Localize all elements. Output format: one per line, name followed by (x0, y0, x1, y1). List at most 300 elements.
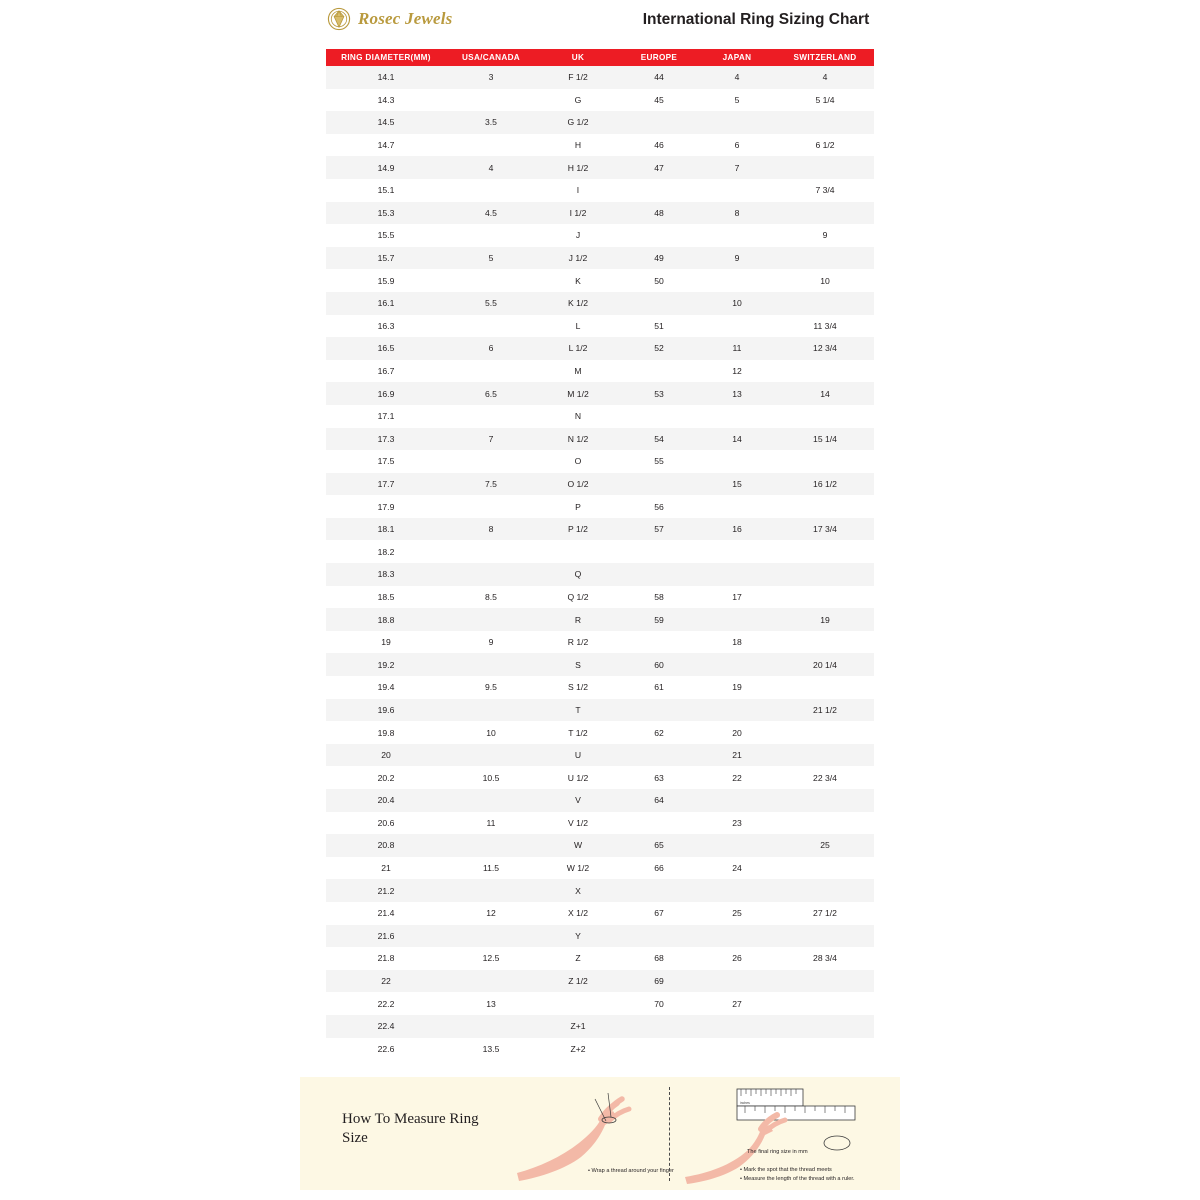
cell-usa-canada (446, 970, 536, 993)
cell-uk: T 1/2 (536, 721, 620, 744)
cell-uk: V 1/2 (536, 812, 620, 835)
cell-japan (698, 834, 776, 857)
column-header-switzerland: SWITZERLAND (776, 49, 874, 66)
cell-switzerland: 7 3/4 (776, 179, 874, 202)
cell-usa-canada: 7.5 (446, 473, 536, 496)
cell-uk: M (536, 360, 620, 383)
table-row (326, 518, 874, 541)
cell-diameter: 21.6 (326, 925, 446, 948)
table-row (326, 405, 874, 428)
cell-uk: S (536, 653, 620, 676)
table-row (326, 970, 874, 993)
rosec-gem-icon (326, 6, 352, 32)
cell-diameter: 14.3 (326, 89, 446, 112)
cell-japan (698, 495, 776, 518)
table-row (326, 450, 874, 473)
cell-usa-canada (446, 89, 536, 112)
table-row (326, 834, 874, 857)
cell-switzerland: 11 3/4 (776, 315, 874, 338)
cell-europe: 49 (620, 247, 698, 270)
cell-switzerland: 6 1/2 (776, 134, 874, 157)
cell-switzerland: 15 1/4 (776, 428, 874, 451)
cell-switzerland (776, 676, 874, 699)
cell-usa-canada: 13.5 (446, 1038, 536, 1061)
cell-usa-canada (446, 925, 536, 948)
svg-text:inches: inches (740, 1101, 750, 1105)
column-header-europe: EUROPE (620, 49, 698, 66)
cell-japan (698, 224, 776, 247)
cell-uk: W (536, 834, 620, 857)
table-row (326, 66, 874, 89)
cell-europe (620, 540, 698, 563)
table-row (326, 857, 874, 880)
cell-usa-canada (446, 134, 536, 157)
cell-diameter: 14.7 (326, 134, 446, 157)
cell-switzerland: 19 (776, 608, 874, 631)
cell-usa-canada (446, 450, 536, 473)
cell-japan (698, 925, 776, 948)
cell-japan (698, 879, 776, 902)
cell-usa-canada: 3.5 (446, 111, 536, 134)
cell-usa-canada: 11 (446, 812, 536, 835)
cell-japan: 18 (698, 631, 776, 654)
table-row (326, 292, 874, 315)
cell-japan: 9 (698, 247, 776, 270)
cell-usa-canada: 8.5 (446, 586, 536, 609)
cell-uk: G (536, 89, 620, 112)
table-row (326, 269, 874, 292)
table-row (326, 111, 874, 134)
cell-japan: 20 (698, 721, 776, 744)
cell-diameter: 18.2 (326, 540, 446, 563)
cell-usa-canada (446, 1015, 536, 1038)
cell-europe: 57 (620, 518, 698, 541)
cell-europe: 55 (620, 450, 698, 473)
cell-japan: 25 (698, 902, 776, 925)
cell-diameter: 14.5 (326, 111, 446, 134)
cell-switzerland: 25 (776, 834, 874, 857)
cell-europe: 69 (620, 970, 698, 993)
cell-japan: 8 (698, 202, 776, 225)
cell-diameter: 20 (326, 744, 446, 767)
cell-uk: U 1/2 (536, 766, 620, 789)
cell-switzerland (776, 360, 874, 383)
cell-diameter: 20.2 (326, 766, 446, 789)
cell-europe: 62 (620, 721, 698, 744)
cell-usa-canada (446, 699, 536, 722)
cell-switzerland: 4 (776, 66, 874, 89)
table-header (326, 49, 874, 66)
cell-europe: 50 (620, 269, 698, 292)
cell-switzerland (776, 202, 874, 225)
cell-europe: 63 (620, 766, 698, 789)
cell-diameter: 22.6 (326, 1038, 446, 1061)
cell-uk: G 1/2 (536, 111, 620, 134)
cell-switzerland (776, 1038, 874, 1061)
cell-switzerland (776, 789, 874, 812)
cell-europe (620, 925, 698, 948)
cell-uk: U (536, 744, 620, 767)
cell-uk: R 1/2 (536, 631, 620, 654)
cell-switzerland (776, 540, 874, 563)
cell-uk: Z 1/2 (536, 970, 620, 993)
left-note: • Wrap a thread around your finger (588, 1168, 674, 1174)
table-row (326, 631, 874, 654)
cell-diameter: 17.1 (326, 405, 446, 428)
cell-usa-canada: 5.5 (446, 292, 536, 315)
table-row (326, 721, 874, 744)
cell-usa-canada (446, 269, 536, 292)
table-row (326, 789, 874, 812)
page-header (0, 0, 1200, 46)
cell-uk: K 1/2 (536, 292, 620, 315)
cell-japan: 17 (698, 586, 776, 609)
table-row (326, 382, 874, 405)
how-to-measure-panel (300, 1077, 900, 1190)
table-row (326, 925, 874, 948)
cell-japan: 19 (698, 676, 776, 699)
table-row (326, 879, 874, 902)
cell-switzerland (776, 1015, 874, 1038)
column-header-japan: JAPAN (698, 49, 776, 66)
cell-uk: X (536, 879, 620, 902)
ring-size-table-container (326, 49, 874, 1060)
cell-japan (698, 1015, 776, 1038)
cell-diameter: 16.1 (326, 292, 446, 315)
cell-usa-canada: 8 (446, 518, 536, 541)
cell-switzerland: 28 3/4 (776, 947, 874, 970)
cell-japan (698, 111, 776, 134)
cell-europe: 54 (620, 428, 698, 451)
cell-switzerland (776, 879, 874, 902)
cell-uk: I (536, 179, 620, 202)
cell-uk: Z+1 (536, 1015, 620, 1038)
table-row (326, 1015, 874, 1038)
right-note-1: • Mark the spot that the thread meets (740, 1167, 832, 1173)
cell-uk: P (536, 495, 620, 518)
cell-uk: T (536, 699, 620, 722)
cell-usa-canada: 6.5 (446, 382, 536, 405)
cell-usa-canada (446, 540, 536, 563)
cell-uk: J (536, 224, 620, 247)
cell-switzerland (776, 744, 874, 767)
column-header-uk: UK (536, 49, 620, 66)
cell-europe (620, 812, 698, 835)
cell-europe: 44 (620, 66, 698, 89)
cell-switzerland (776, 292, 874, 315)
cell-japan (698, 608, 776, 631)
cell-uk: Z+2 (536, 1038, 620, 1061)
cell-uk: H 1/2 (536, 156, 620, 179)
cell-uk: F 1/2 (536, 66, 620, 89)
cell-diameter: 19.2 (326, 653, 446, 676)
cell-switzerland: 10 (776, 269, 874, 292)
table-row (326, 676, 874, 699)
cell-switzerland: 14 (776, 382, 874, 405)
cell-usa-canada (446, 315, 536, 338)
cell-japan: 21 (698, 744, 776, 767)
panel-divider (669, 1087, 670, 1181)
cell-diameter: 18.5 (326, 586, 446, 609)
table-row (326, 1038, 874, 1061)
cell-switzerland (776, 812, 874, 835)
cell-diameter: 19.8 (326, 721, 446, 744)
cell-europe: 51 (620, 315, 698, 338)
brand-logo (326, 6, 452, 32)
table-row (326, 563, 874, 586)
cell-europe: 52 (620, 337, 698, 360)
cell-europe: 48 (620, 202, 698, 225)
cell-switzerland: 21 1/2 (776, 699, 874, 722)
cell-switzerland (776, 247, 874, 270)
cell-diameter: 21 (326, 857, 446, 880)
cell-europe: 64 (620, 789, 698, 812)
cell-europe (620, 405, 698, 428)
cell-japan: 14 (698, 428, 776, 451)
cell-uk: Q (536, 563, 620, 586)
cell-japan: 5 (698, 89, 776, 112)
cell-usa-canada: 9 (446, 631, 536, 654)
cell-usa-canada: 6 (446, 337, 536, 360)
cell-usa-canada (446, 179, 536, 202)
cell-diameter: 21.4 (326, 902, 446, 925)
table-row (326, 699, 874, 722)
cell-usa-canada: 12 (446, 902, 536, 925)
cell-japan: 10 (698, 292, 776, 315)
cell-uk: Q 1/2 (536, 586, 620, 609)
cell-uk: Y (536, 925, 620, 948)
cell-japan (698, 540, 776, 563)
cell-diameter: 20.8 (326, 834, 446, 857)
cell-uk: I 1/2 (536, 202, 620, 225)
brand-name: Rosec Jewels (358, 9, 453, 28)
cell-europe (620, 224, 698, 247)
table-row (326, 247, 874, 270)
cell-switzerland: 5 1/4 (776, 89, 874, 112)
cell-europe (620, 744, 698, 767)
cell-switzerland (776, 857, 874, 880)
cell-switzerland: 16 1/2 (776, 473, 874, 496)
table-row (326, 202, 874, 225)
cell-uk (536, 540, 620, 563)
table-row (326, 653, 874, 676)
cell-europe: 68 (620, 947, 698, 970)
cell-diameter: 14.9 (326, 156, 446, 179)
cell-diameter: 17.9 (326, 495, 446, 518)
cell-uk: V (536, 789, 620, 812)
cell-diameter: 17.7 (326, 473, 446, 496)
cell-usa-canada (446, 879, 536, 902)
cell-usa-canada: 4 (446, 156, 536, 179)
cell-diameter: 15.5 (326, 224, 446, 247)
cell-uk: R (536, 608, 620, 631)
cell-uk: O (536, 450, 620, 473)
table-row (326, 812, 874, 835)
cell-japan (698, 179, 776, 202)
cell-diameter: 18.8 (326, 608, 446, 631)
cell-europe (620, 563, 698, 586)
cell-uk: S 1/2 (536, 676, 620, 699)
cell-usa-canada (446, 360, 536, 383)
cell-japan: 11 (698, 337, 776, 360)
cell-diameter: 16.3 (326, 315, 446, 338)
cell-europe (620, 292, 698, 315)
cell-uk: W 1/2 (536, 857, 620, 880)
cell-switzerland: 20 1/4 (776, 653, 874, 676)
cell-diameter: 14.1 (326, 66, 446, 89)
cell-diameter: 18.3 (326, 563, 446, 586)
cell-uk: L 1/2 (536, 337, 620, 360)
table-header-row (326, 49, 874, 66)
cell-diameter: 17.3 (326, 428, 446, 451)
cell-japan: 15 (698, 473, 776, 496)
cell-usa-canada (446, 608, 536, 631)
cell-usa-canada: 10 (446, 721, 536, 744)
table-row (326, 134, 874, 157)
cell-diameter: 19.4 (326, 676, 446, 699)
cell-japan: 7 (698, 156, 776, 179)
cell-usa-canada (446, 834, 536, 857)
cell-switzerland: 22 3/4 (776, 766, 874, 789)
cell-uk: Z (536, 947, 620, 970)
cell-japan: 24 (698, 857, 776, 880)
right-note-2: • Measure the length of the thread with a ruler. (740, 1176, 855, 1182)
table-row (326, 89, 874, 112)
cell-europe (620, 1015, 698, 1038)
cell-usa-canada: 7 (446, 428, 536, 451)
cell-switzerland (776, 970, 874, 993)
ring-size-table (326, 49, 874, 1060)
cell-europe: 46 (620, 134, 698, 157)
cell-uk: P 1/2 (536, 518, 620, 541)
cell-diameter: 20.4 (326, 789, 446, 812)
cell-switzerland (776, 586, 874, 609)
cell-usa-canada (446, 744, 536, 767)
cell-europe (620, 631, 698, 654)
cell-japan: 12 (698, 360, 776, 383)
cell-japan: 26 (698, 947, 776, 970)
cell-europe: 67 (620, 902, 698, 925)
cell-europe: 70 (620, 992, 698, 1015)
cell-europe: 59 (620, 608, 698, 631)
cell-switzerland (776, 450, 874, 473)
cell-japan: 16 (698, 518, 776, 541)
cell-europe (620, 360, 698, 383)
cell-diameter: 22.4 (326, 1015, 446, 1038)
cell-diameter: 16.5 (326, 337, 446, 360)
cell-europe: 53 (620, 382, 698, 405)
cell-europe: 66 (620, 857, 698, 880)
cell-europe (620, 473, 698, 496)
table-row (326, 586, 874, 609)
cell-japan: 22 (698, 766, 776, 789)
cell-uk: J 1/2 (536, 247, 620, 270)
cell-usa-canada (446, 653, 536, 676)
cell-japan (698, 970, 776, 993)
table-row (326, 337, 874, 360)
table-row (326, 179, 874, 202)
cell-diameter: 21.8 (326, 947, 446, 970)
column-header-usa-canada: USA/CANADA (446, 49, 536, 66)
cell-switzerland (776, 631, 874, 654)
cell-japan: 6 (698, 134, 776, 157)
table-row (326, 992, 874, 1015)
cell-uk: L (536, 315, 620, 338)
cell-diameter: 22.2 (326, 992, 446, 1015)
cell-uk: O 1/2 (536, 473, 620, 496)
cell-usa-canada: 4.5 (446, 202, 536, 225)
cell-uk (536, 992, 620, 1015)
cell-japan (698, 653, 776, 676)
table-row (326, 540, 874, 563)
cell-europe: 56 (620, 495, 698, 518)
cell-switzerland (776, 495, 874, 518)
cell-usa-canada: 11.5 (446, 857, 536, 880)
cell-diameter: 15.7 (326, 247, 446, 270)
cell-europe: 58 (620, 586, 698, 609)
table-row (326, 360, 874, 383)
column-header-diameter: RING DIAMETER(MM) (326, 49, 446, 66)
cell-switzerland (776, 156, 874, 179)
cell-europe (620, 879, 698, 902)
cell-japan (698, 269, 776, 292)
cell-usa-canada (446, 789, 536, 812)
cell-uk: H (536, 134, 620, 157)
cell-switzerland (776, 992, 874, 1015)
cell-usa-canada: 13 (446, 992, 536, 1015)
cell-uk: X 1/2 (536, 902, 620, 925)
cell-europe: 65 (620, 834, 698, 857)
cell-diameter: 21.2 (326, 879, 446, 902)
cell-japan: 23 (698, 812, 776, 835)
cell-japan: 13 (698, 382, 776, 405)
cell-diameter: 15.3 (326, 202, 446, 225)
cell-usa-canada: 10.5 (446, 766, 536, 789)
cell-usa-canada (446, 405, 536, 428)
cell-japan (698, 789, 776, 812)
cell-diameter: 22 (326, 970, 446, 993)
table-row (326, 902, 874, 925)
cell-switzerland: 17 3/4 (776, 518, 874, 541)
cell-usa-canada: 9.5 (446, 676, 536, 699)
cell-diameter: 15.1 (326, 179, 446, 202)
cell-diameter: 19.6 (326, 699, 446, 722)
cell-diameter: 18.1 (326, 518, 446, 541)
table-row (326, 744, 874, 767)
cell-japan: 27 (698, 992, 776, 1015)
how-to-measure-title: How To Measure Ring Size (342, 1111, 479, 1146)
cell-usa-canada: 12.5 (446, 947, 536, 970)
table-row (326, 315, 874, 338)
cell-usa-canada (446, 224, 536, 247)
cell-usa-canada: 3 (446, 66, 536, 89)
ruler-caption: The final ring size in mm (747, 1149, 808, 1155)
cell-switzerland (776, 563, 874, 586)
table-row (326, 766, 874, 789)
cell-switzerland: 27 1/2 (776, 902, 874, 925)
cell-japan: 4 (698, 66, 776, 89)
cell-europe: 47 (620, 156, 698, 179)
table-row (326, 495, 874, 518)
cell-usa-canada (446, 563, 536, 586)
table-row (326, 947, 874, 970)
cell-uk: K (536, 269, 620, 292)
cell-europe (620, 179, 698, 202)
cell-japan (698, 563, 776, 586)
cell-uk: N 1/2 (536, 428, 620, 451)
table-body (326, 66, 874, 1060)
cell-diameter: 19 (326, 631, 446, 654)
